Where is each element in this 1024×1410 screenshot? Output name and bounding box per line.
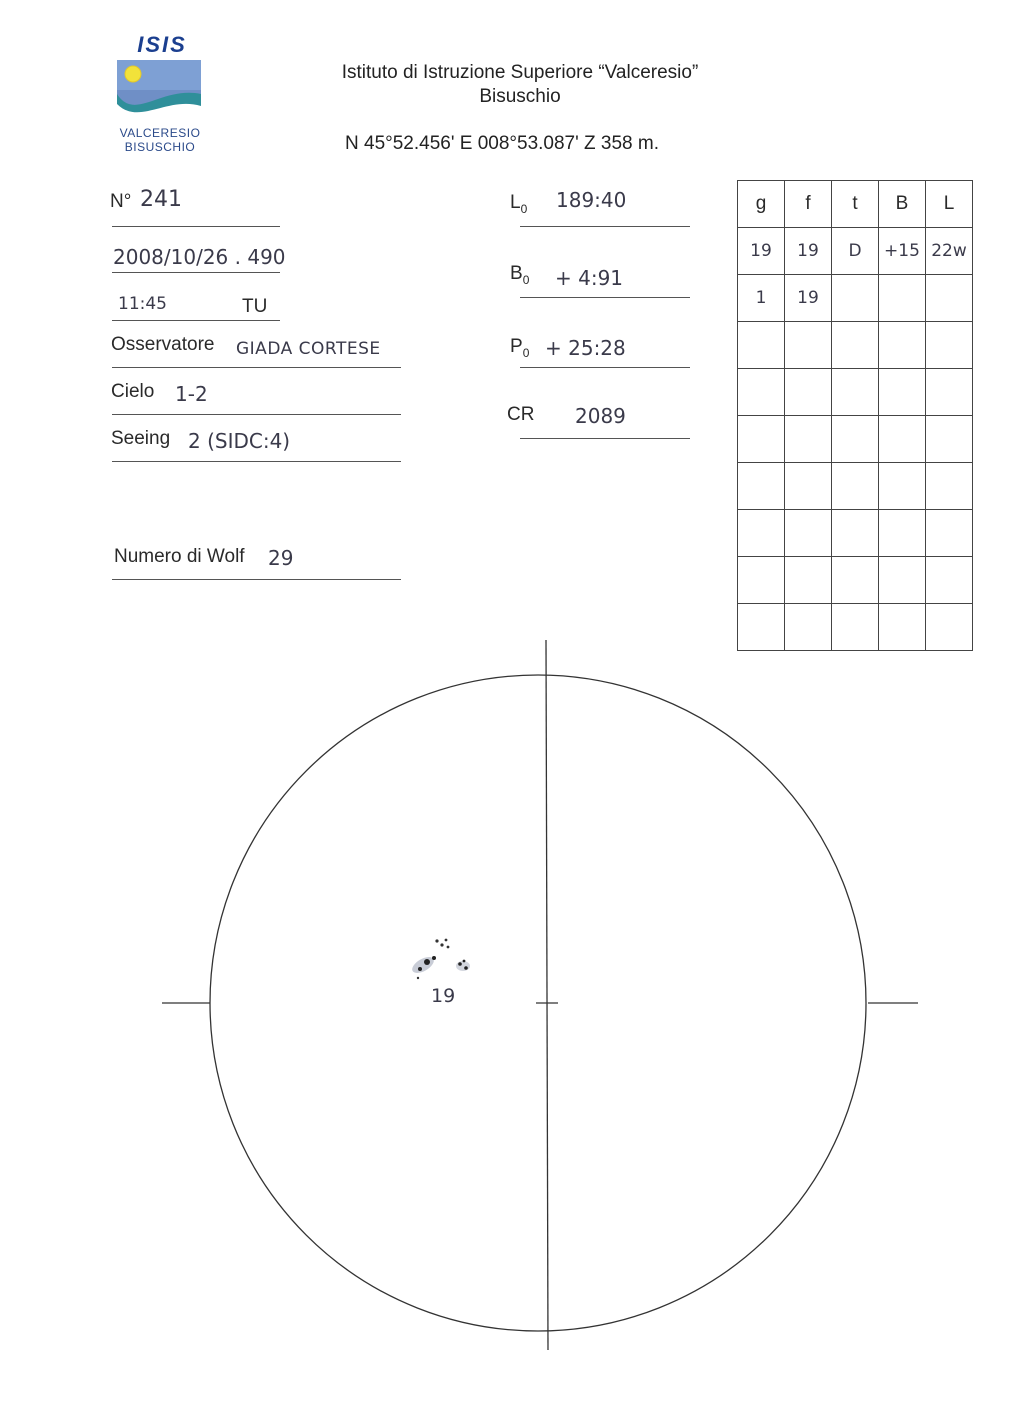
sunspot-group-drawing (410, 939, 470, 980)
l0-letter: L (510, 192, 521, 213)
sunspot-umbra (463, 960, 466, 963)
p0-subscript: 0 (522, 345, 530, 360)
sunspot-umbra (464, 966, 468, 970)
header-t: t (832, 181, 879, 228)
logo-wordmark: ISIS (137, 32, 187, 57)
sunspot-umbra (458, 962, 462, 966)
l0-value: 189:40 (556, 188, 627, 212)
table-cell: 1 (738, 275, 785, 322)
table-cell: 19 (738, 228, 785, 275)
group-number-label: 19 (431, 985, 456, 1007)
time-value: 11:45 (118, 294, 167, 314)
header-b: B (879, 181, 926, 228)
number-value: 241 (140, 187, 182, 212)
seeing-value: 2 (SIDC:4) (188, 429, 291, 453)
wolf-label: Numero di Wolf (114, 546, 245, 567)
institute-town: Bisuschio (479, 86, 561, 107)
sunspot-penumbra (456, 961, 470, 971)
time-unit: TU (242, 296, 268, 317)
sunspot-dot (435, 939, 438, 942)
b0-letter: B (510, 263, 523, 284)
table-cell: D (832, 228, 879, 275)
wolf-value: 29 (268, 546, 294, 570)
number-label: N° (110, 191, 132, 212)
b0-value: + 4:91 (555, 266, 624, 290)
sunspot-umbra (432, 956, 436, 960)
vertical-axis (546, 640, 548, 1350)
observatory-coordinates: N 45°52.456' E 008°53.087' Z 358 m. (345, 133, 659, 154)
table-cell: 22w (926, 228, 973, 275)
sky-label: Cielo (111, 381, 155, 402)
logo-line2: BISUSCHIO (124, 140, 196, 154)
sunspot-umbra (418, 967, 422, 971)
header-f: f (785, 181, 832, 228)
institute-name: Istituto di Istruzione Superiore “Valceresio” (341, 62, 699, 83)
cr-value: 2089 (575, 404, 626, 428)
p0-letter: P (510, 336, 523, 357)
header-g: g (738, 181, 785, 228)
seeing-label: Seeing (111, 428, 171, 449)
date-value: 2008/10/26 . 490 (113, 245, 286, 269)
sunspot-dot (440, 943, 443, 946)
table-cell: 19 (785, 275, 832, 322)
logo-line1: VALCERESIO (119, 126, 201, 140)
p0-value: + 25:28 (545, 336, 626, 360)
table-cell: +15 (879, 228, 926, 275)
header-l: L (926, 181, 973, 228)
table-cell: 19 (785, 228, 832, 275)
sky-value: 1-2 (175, 382, 208, 406)
sunspot-dot (417, 977, 419, 979)
l0-subscript: 0 (520, 201, 528, 216)
observer-label: Osservatore (111, 334, 215, 355)
cr-label: CR (507, 404, 535, 425)
sunspot-dot (445, 939, 448, 942)
observer-value: GIADA CORTESE (236, 339, 381, 359)
sunspot-dot (447, 946, 450, 949)
b0-subscript: 0 (522, 272, 530, 287)
sunspot-umbra (424, 959, 430, 965)
